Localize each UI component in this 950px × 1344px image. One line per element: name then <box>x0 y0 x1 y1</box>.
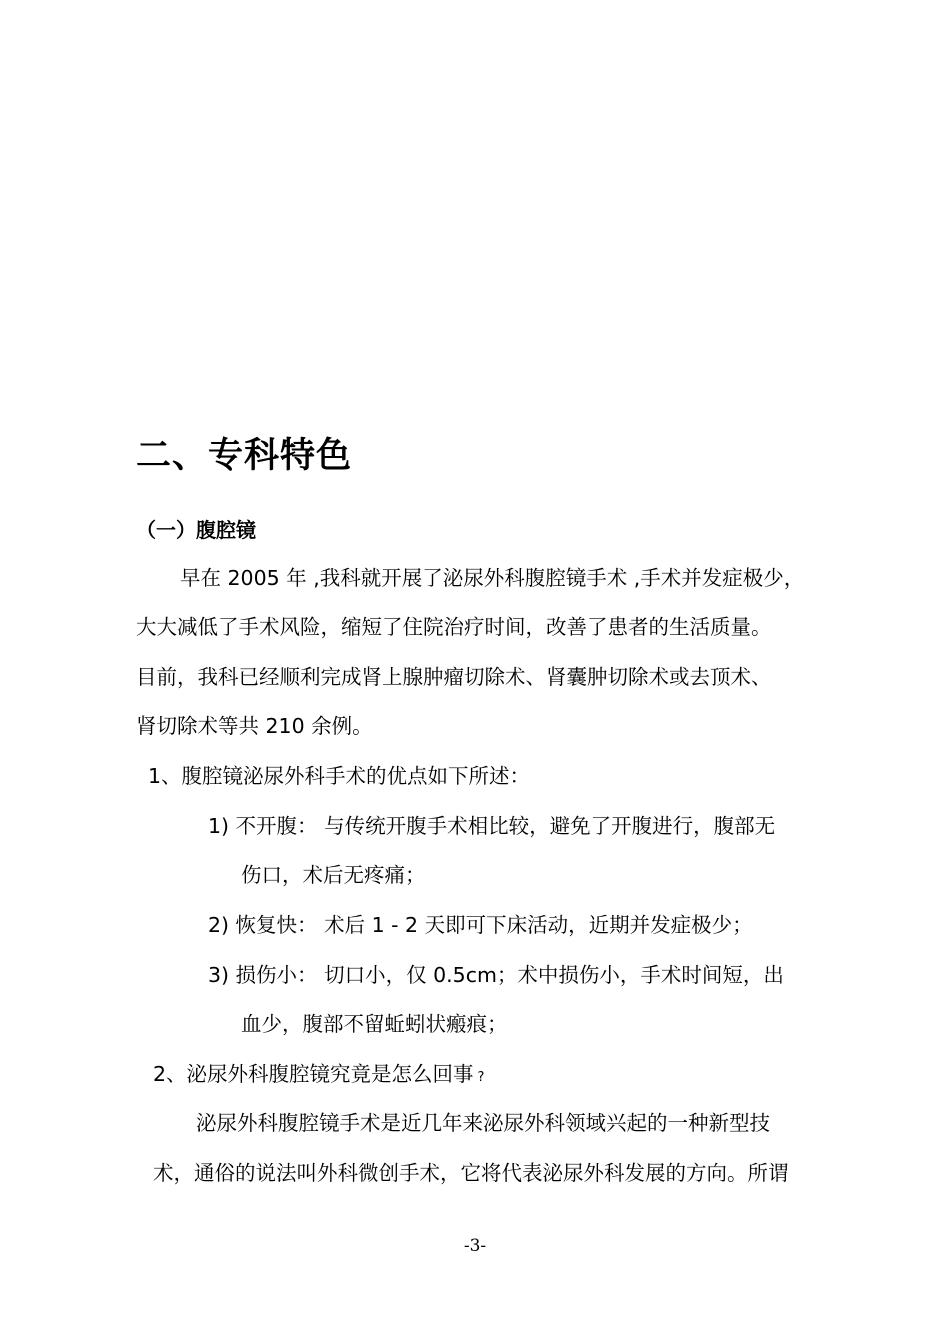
list-item: 1) 不开腹： 与传统开腹手术相比较，避免了开腹进行，腹部无 <box>208 814 776 838</box>
list-item: 3) 损伤小： 切口小，仅 0.5cm；术中损伤小，手术时间短，出 <box>208 963 784 987</box>
list-item: 2) 恢复快： 术后 1 - 2 天即可下床活动，近期并发症极少； <box>208 913 753 937</box>
list-heading <box>153 1061 484 1091</box>
paragraph-line: 大大减低了手术风险，缩短了住院治疗时间，改善了患者的生活质量。 <box>136 615 772 639</box>
paragraph-line: 泌尿外科腹腔镜手术是近几年来泌尿外科领域兴起的一种新型技 <box>196 1111 770 1135</box>
paragraph-line: 早在 2005 年 ,我科就开展了泌尿外科腹腔镜手术 ,手术并发症极少， <box>180 566 805 590</box>
subsection-title: （一）腹腔镜 <box>136 518 256 542</box>
list-item-continuation: 血少，腹部不留蚯蚓状瘢痕； <box>241 1012 508 1036</box>
section-title: 二、专科特色 <box>136 436 353 476</box>
paragraph-line: 术，通俗的说法叫外科微创手术，它将代表泌尿外科发展的方向。所谓 <box>153 1161 789 1185</box>
paragraph-line: 目前，我科已经顺利完成肾上腺肿瘤切除术、肾囊肿切除术或去顶术、 <box>136 665 772 689</box>
paragraph-line: 肾切除术等共 210 余例。 <box>136 714 373 738</box>
list-heading: 1、腹腔镜泌尿外科手术的优点如下所述： <box>148 764 531 788</box>
list-heading-text: 2、泌尿外科腹腔镜究竟是怎么回事 <box>153 1062 474 1086</box>
question-mark: ? <box>477 1070 485 1085</box>
page-number: -3- <box>463 1236 487 1256</box>
list-item-continuation: 伤口，术后无疼痛； <box>241 863 426 887</box>
